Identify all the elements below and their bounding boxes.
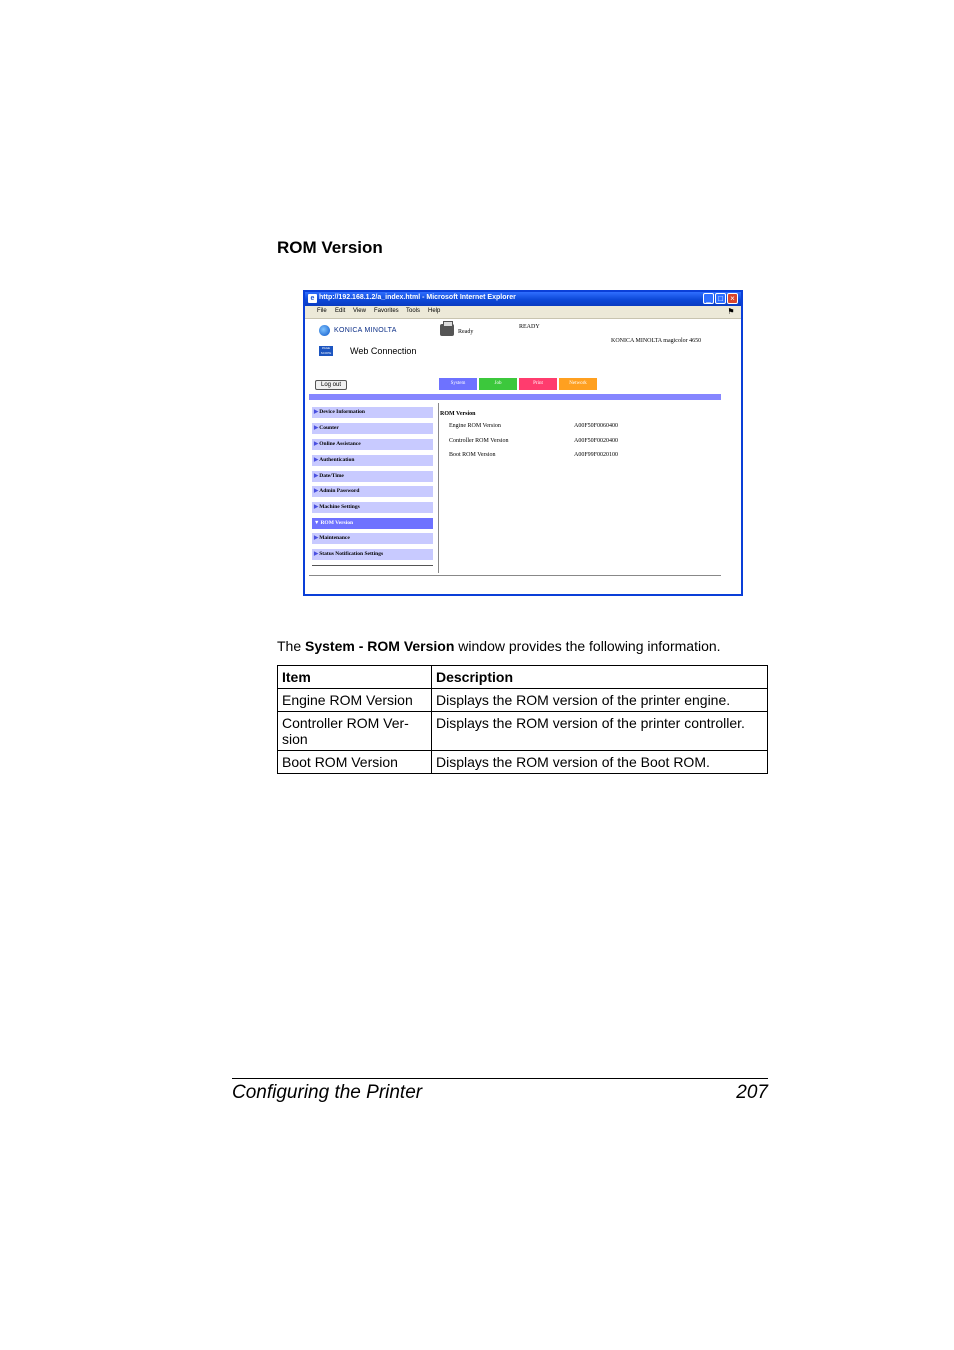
window-title: http://192.168.1.2/a_index.html - Microsoft Internet Explorer [319,294,516,301]
header-description: Description [432,666,768,689]
arrow-right-icon: ▶ [314,504,319,510]
ie-icon: e [308,294,317,303]
arrow-right-icon: ▶ [314,473,319,479]
header-item: Item [278,666,432,689]
sidebar-item-status-notification-settings[interactable]: ▶Status Notification Settings [312,549,433,560]
cell-item: Controller ROM Ver- sion [278,712,432,751]
sidebar-divider [312,565,433,566]
status-text: READY [519,324,540,330]
cell-description: Displays the ROM version of the Boot ROM. [432,751,768,774]
footer-rule [232,1078,768,1079]
tab-print[interactable]: Print [519,378,557,390]
section-title: ROM Version [277,238,383,257]
arrow-down-icon: ▼ [314,520,320,526]
engine-rom-value: A00F50F0060400 [574,423,619,429]
cell-description: Displays the ROM version of the printer engine. [432,689,768,712]
header-divider [309,394,721,400]
windows-flag-icon: ⚑ [727,307,735,316]
panel-title: ROM Version [440,411,476,417]
sidebar-item-counter[interactable]: ▶Counter [312,423,433,434]
footer-title: Configuring the Printer [232,1082,423,1103]
sidebar-item-machine-settings[interactable]: ▶Machine Settings [312,502,433,513]
logout-button[interactable]: Log out [315,380,347,390]
boot-rom-label: Boot ROM Version [449,452,496,458]
printer-model: KONICA MINOLTA magicolor 4650 [611,338,702,344]
arrow-right-icon: ▶ [314,409,319,415]
arrow-right-icon: ▶ [314,441,319,447]
ready-label: Ready [458,329,474,335]
sidebar-item-device-information[interactable]: ▶Device Information [312,407,433,418]
menu-edit[interactable]: Edit [335,308,346,314]
menu-help[interactable]: Help [428,308,441,314]
sidebar-item-online-assistance[interactable]: ▶Online Assistance [312,439,433,450]
table-row [278,751,768,774]
printer-icon [440,324,454,336]
minimize-icon[interactable]: _ [703,293,714,304]
engine-rom-label: Engine ROM Version [449,423,501,429]
page-content [305,319,741,594]
cell-item: Boot ROM Version [278,751,432,774]
sidebar-item-admin-password[interactable]: ▶Admin Password [312,486,433,497]
sidebar-item-authentication[interactable]: ▶Authentication [312,455,433,466]
arrow-right-icon: ▶ [314,488,319,494]
table-row [278,712,768,751]
browser-window-screenshot [303,290,743,596]
tab-system[interactable]: System [439,378,477,390]
intro-paragraph: The System - ROM Version window provides the following information. [277,638,721,654]
close-icon[interactable]: × [727,293,738,304]
konica-minolta-logo-icon [319,325,330,336]
sidebar-item-maintenance[interactable]: ▶Maintenance [312,533,433,544]
cell-item: Engine ROM Version [278,689,432,712]
table-row [278,689,768,712]
title-bar [305,292,741,306]
boot-rom-value: A00F99F0020100 [574,452,619,458]
menu-tools[interactable]: Tools [406,308,421,314]
controller-rom-value: A00F50F0020400 [574,438,619,444]
page-scope-logo: PAGE SCOPE [320,346,332,355]
web-connection-title: Web Connection [350,346,417,356]
controller-rom-label: Controller ROM Version [449,438,509,444]
menu-bar [305,306,741,319]
footer-divider [309,575,721,576]
vertical-divider [438,403,439,573]
menu-view[interactable]: View [353,308,366,314]
arrow-right-icon: ▶ [314,551,319,557]
tab-job[interactable]: Job [479,378,517,390]
info-table [277,665,768,774]
page-number: 207 [736,1082,768,1103]
maximize-icon[interactable]: □ [715,293,726,304]
tab-network[interactable]: Network [559,378,597,390]
arrow-right-icon: ▶ [314,535,319,541]
cell-description: Displays the ROM version of the printer controller. [432,712,768,751]
table-header-row [278,666,768,689]
menu-favorites[interactable]: Favorites [374,308,399,314]
menu-file[interactable]: File [317,308,327,314]
arrow-right-icon: ▶ [314,457,319,463]
sidebar-item-date-time[interactable]: ▶Date/Time [312,471,433,482]
brand-name: KONICA MINOLTA [334,327,397,334]
sidebar-item-rom-version[interactable]: ▼ROM Version [312,518,433,529]
arrow-right-icon: ▶ [314,425,319,431]
